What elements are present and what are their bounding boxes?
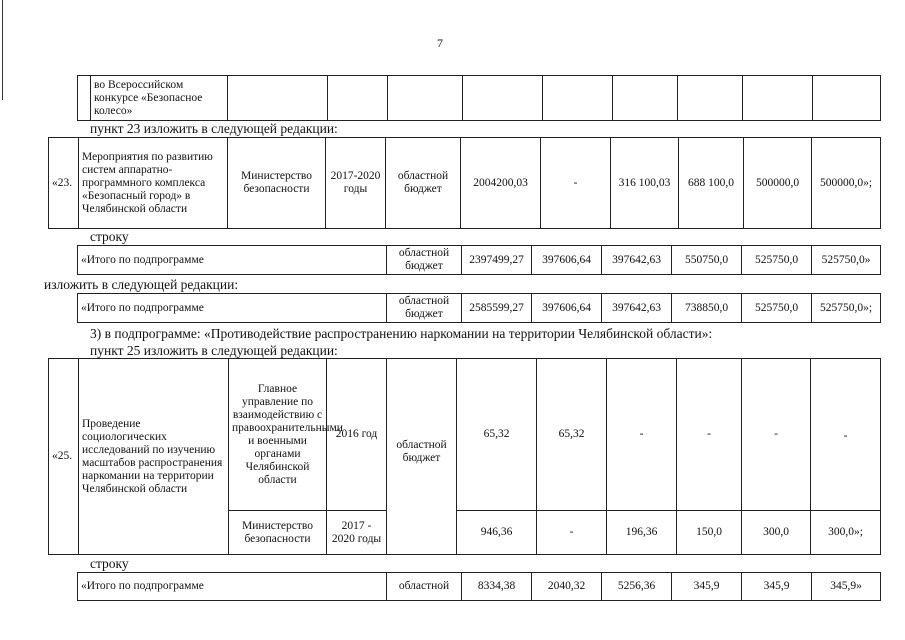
row23-v5: 500000,0 (744, 138, 812, 229)
cell-num (78, 76, 91, 121)
edit-instruction-25: пункт 25 изложить в следующей редакции: (90, 343, 338, 358)
itogo-old1-v5: 525750,0 (742, 246, 812, 275)
itogo-new1-src: областной бюджет (387, 294, 462, 323)
row25a-v4: - (677, 359, 742, 511)
itogo-new1-v5: 525750,0 (742, 294, 812, 323)
table-continuation (77, 75, 881, 121)
itogo-old2-v6: 345,9» (812, 573, 881, 601)
cell-v5 (743, 76, 813, 121)
itogo-old2-v5: 345,9 (742, 573, 812, 601)
row23-v6: 500000,0»; (812, 138, 881, 229)
cell-exec (228, 76, 328, 121)
cell-v2 (543, 76, 613, 121)
row25-desc: Проведение социологических исследований по изучению масштабов распространения наркомании на территории Челябинской области (79, 359, 229, 555)
row25b-v1: 946,36 (457, 511, 537, 555)
itogo-old1-v2: 397606,64 (532, 246, 602, 275)
itogo-old1-src: областной бюджет (387, 246, 462, 275)
itogo-old1-v4: 550750,0 (672, 246, 742, 275)
row25b-v5: 300,0 (742, 511, 811, 555)
row25-src (387, 359, 457, 555)
stroku-label-2: строку (90, 556, 129, 571)
row25b-v6: 300,0»; (811, 511, 881, 555)
itogo-old2-v3: 5256,36 (602, 573, 672, 601)
itogo-old2-v1: 8334,38 (462, 573, 532, 601)
itogo-new1-v3: 397642,63 (602, 294, 672, 323)
row25b-v3: 196,36 (607, 511, 677, 555)
itogo-new1-v2: 397606,64 (532, 294, 602, 323)
row25-src-text: областной бюджет (396, 439, 447, 464)
itogo-new1-v1: 2585599,27 (462, 294, 532, 323)
row25a-years: 2016 год (327, 359, 387, 511)
cell-v6 (813, 76, 881, 121)
table-row-25 (48, 358, 881, 555)
stroku-label-1: строку (90, 229, 129, 244)
edit-instruction-23: пункт 23 изложить в следующей редакции: (90, 121, 338, 136)
itogo-old1-v6: 525750,0» (812, 246, 881, 275)
cell-v3 (613, 76, 678, 121)
table-row-23 (48, 137, 881, 229)
row25b-v4: 150,0 (677, 511, 742, 555)
itogo-old1-v1: 2397499,27 (462, 246, 532, 275)
itogo-old1-label: «Итого по подпрограмме (78, 246, 387, 275)
itogo-old1-v3: 397642,63 (602, 246, 672, 275)
row25-num: «25. (49, 359, 79, 555)
row23-v1: 2004200,03 (461, 138, 541, 229)
itogo-new1-label: «Итого по подпрограмме (78, 294, 387, 323)
row23-exec: Министерство безопасности (228, 138, 326, 229)
row23-desc: Мероприятия по развитию систем аппаратно-программного комплекса «Безопасный город» в Челябинской области (79, 138, 228, 229)
itogo-new1-v6: 525750,0»; (812, 294, 881, 323)
cell-v1 (463, 76, 543, 121)
edit-instruction-itogo: изложить в следующей редакции: (44, 277, 239, 292)
row23-v2: - (541, 138, 611, 229)
row25b-exec: Министерство безопасности (229, 511, 327, 555)
cell-v4 (678, 76, 743, 121)
itogo-old2-v4: 345,9 (672, 573, 742, 601)
row25a-v6-dash: - (811, 359, 881, 511)
row23-years: 2017-2020 годы (326, 138, 386, 229)
cell-src (388, 76, 463, 121)
table-itogo-new-1 (77, 293, 881, 323)
page-number: 7 (437, 36, 443, 50)
itogo-old2-src: областной (387, 573, 462, 601)
table-itogo-old-2 (77, 572, 881, 601)
cell-desc: во Всероссийском конкурсе «Безопасное колесо» (91, 76, 228, 121)
row23-src: областной бюджет (386, 138, 461, 229)
cell-years (328, 76, 388, 121)
row23-num: «23. (49, 138, 79, 229)
table-itogo-old-1 (77, 245, 881, 275)
row25a-v3: - (607, 359, 677, 511)
row25b-v2: - (537, 511, 607, 555)
row25b-years: 2017 - 2020 годы (327, 511, 387, 555)
row25a-v5: - (742, 359, 811, 511)
itogo-old2-label: «Итого по подпрограмме (78, 573, 387, 601)
row25a-exec: Главное управление по взаимодействию с правоохранительными и военными органами Челябинской области (229, 359, 327, 511)
row23-v3: 316 100,03 (611, 138, 679, 229)
itogo-new1-v4: 738850,0 (672, 294, 742, 323)
itogo-old2-v2: 2040,32 (532, 573, 602, 601)
row23-v4: 688 100,0 (679, 138, 744, 229)
section-3-heading: 3) в подпрограмме: «Противодействие распространению наркомании на территории Челябинской области»: (90, 326, 713, 341)
row25a-v2: 65,32 (537, 359, 607, 511)
row25a-v1: 65,32 (457, 359, 537, 511)
